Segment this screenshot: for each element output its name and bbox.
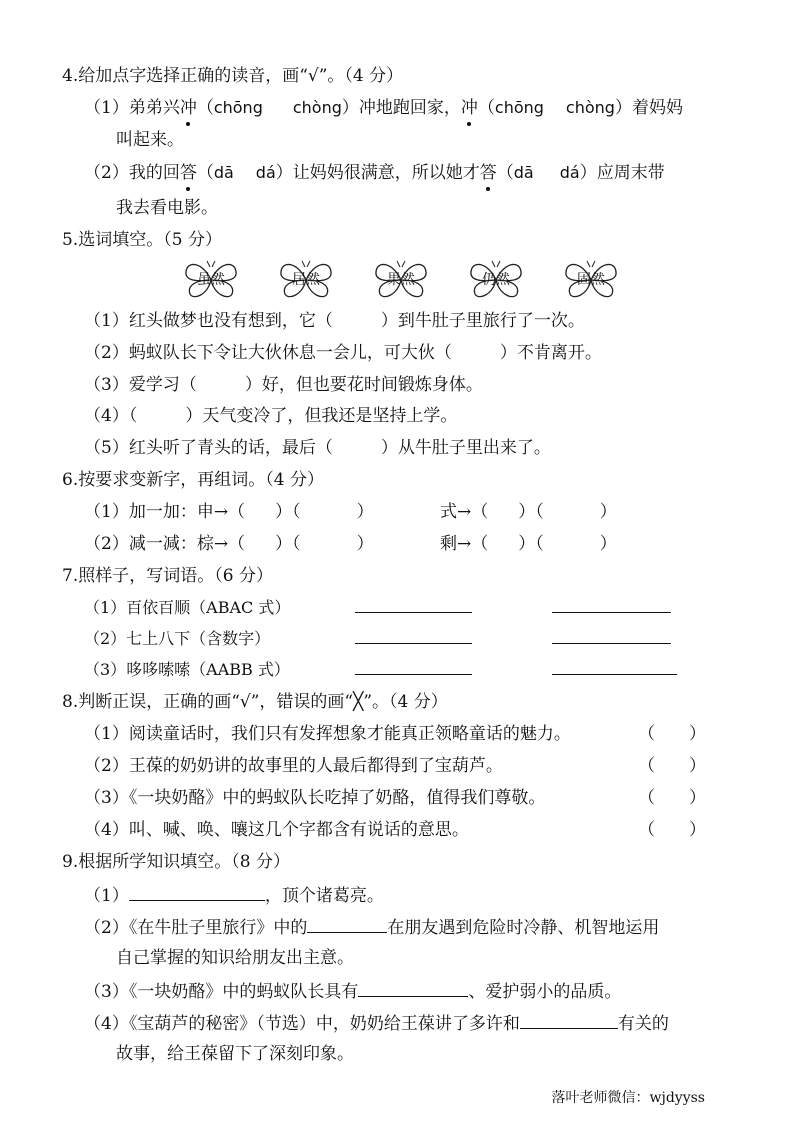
answer-line[interactable] <box>552 674 677 675</box>
q9-title: 9.根据所学知识填空。（8 分） <box>62 852 290 872</box>
q4-title: 4.给加点字选择正确的读音，画“√”。（4 分） <box>62 66 404 86</box>
q5-s1-text-b: ）到牛肚子里旅行了一次。 <box>380 311 585 331</box>
q4-dotted-char-3: 答 <box>179 163 197 183</box>
answer-line[interactable] <box>552 643 671 644</box>
q5-s2-text-b: ）不肯离开。 <box>499 343 602 363</box>
q9-s3-text-a: （3）《一块奶酪》中的蚂蚁队长具有 <box>84 982 359 1002</box>
q6-row2-left <box>84 532 374 556</box>
q4-dotted-char-1: 冲 <box>179 98 197 118</box>
word-bank <box>183 260 623 300</box>
q5-sentence-1 <box>84 309 585 333</box>
q4-line4: 我去看电影。 <box>116 198 218 218</box>
word-option: 虽然 <box>197 272 225 288</box>
q4-l1-text-a: （1）弟弟兴 <box>84 98 180 118</box>
q4-l1-open-paren: （ <box>196 98 214 118</box>
q8-item-3: （3）《一块奶酪》中的蚂蚁队长吃掉了奶酪，值得我们尊敬。 <box>84 788 546 808</box>
q4-pinyin-option[interactable]: dá <box>255 163 276 182</box>
q5-sentence-3 <box>84 373 483 397</box>
q9-s4-text-a: （4）《宝葫芦的秘密》（节选）中，奶奶给王葆讲了多许和 <box>84 1014 520 1034</box>
answer-blank[interactable] <box>358 978 468 997</box>
answer-line[interactable] <box>552 612 671 613</box>
q7-item-1: （1）百依百顺（ABAC 式） <box>84 598 291 617</box>
q4-pinyin-option[interactable]: chòng <box>565 98 615 117</box>
q4-l3-open-paren: （ <box>196 163 214 183</box>
q4-l1-text-e: ）着妈妈 <box>614 98 683 118</box>
q7-item-2: （2）七上八下（含数字） <box>84 629 271 648</box>
answer-blank[interactable] <box>307 914 387 933</box>
answer-line[interactable] <box>355 643 472 644</box>
q6-paren: ）（ <box>518 534 544 554</box>
q9-sentence-2 <box>84 914 659 940</box>
q5-s5-text-a: （5）红头听了青头的话，最后（ <box>84 438 333 458</box>
q4-l3-text-a: （2）我的回 <box>84 163 180 183</box>
q6-paren: ） <box>356 502 374 522</box>
q6-title: 6.按要求变新字，再组词。（4 分） <box>62 470 324 490</box>
q8-item-2: （2）王葆的奶奶讲的故事里的人最后都得到了宝葫芦。 <box>84 756 503 776</box>
q4-l3-text-c: ）让妈妈很满意，所以她才 <box>275 163 480 183</box>
q8-item-1: （1）阅读童话时，我们只有发挥想象才能真正领略童话的魅力。 <box>84 724 571 744</box>
q4-l3-text-e: ）应周末带 <box>579 163 665 183</box>
footer-contact: 落叶老师微信：wjdyyss <box>551 1090 705 1106</box>
word-option: 固然 <box>577 272 605 288</box>
q6-paren: ）（ <box>518 502 544 522</box>
butterfly-word-card <box>278 260 334 300</box>
q8-item-4: （4）叫、喊、唤、嚷这几个字都含有说话的意思。 <box>84 820 469 840</box>
q4-pinyin-option[interactable]: dā <box>513 163 534 182</box>
q4-l3-open-paren-2: （ <box>496 163 514 183</box>
word-option: 果然 <box>387 272 415 288</box>
answer-line[interactable] <box>355 612 472 613</box>
q4-l1-open-paren-2: （ <box>477 98 495 118</box>
q5-sentence-2 <box>84 341 602 365</box>
q6-r2-label: （2）减一减：棕→（ <box>84 534 246 554</box>
q4-pinyin-option[interactable]: chōng <box>494 98 544 117</box>
butterfly-word-card <box>563 260 619 300</box>
butterfly-word-card <box>468 260 524 300</box>
q9-s2-text-b: 在朋友遇到危险时冷静、机智地运用 <box>387 918 660 938</box>
butterfly-word-card <box>183 260 239 300</box>
q6-r2-right-label: 剩→（ <box>440 534 489 554</box>
q4-dotted-char-2: 冲 <box>460 98 478 118</box>
answer-blank[interactable] <box>129 882 265 901</box>
q9-s2-text-a: （2）《在牛肚子里旅行》中的 <box>84 918 308 938</box>
q9-sentence-4 <box>84 1010 669 1036</box>
q6-paren: ）（ <box>275 502 301 522</box>
answer-line[interactable] <box>355 674 472 675</box>
q6-paren: ） <box>356 534 374 554</box>
q4-pinyin-option[interactable]: dā <box>213 163 234 182</box>
q5-s4-text-b: ）天气变冷了，但我还是坚持上学。 <box>185 406 458 426</box>
answer-blank[interactable] <box>520 1010 618 1029</box>
q6-row1-left <box>84 500 374 524</box>
q6-paren: ） <box>599 534 617 554</box>
q9-s1-text-b: ，顶个诸葛亮。 <box>264 886 384 906</box>
q6-paren: ） <box>599 502 617 522</box>
q8-title: 8.判断正误，正确的画“√”，错误的画“╳”。（4 分） <box>62 692 448 712</box>
q5-s1-text-a: （1）红头做梦也没有想到，它（ <box>84 311 333 331</box>
q9-s3-text-b: 、爱护弱小的品质。 <box>468 982 622 1002</box>
q9-s1-text-a: （1） <box>84 886 129 906</box>
word-option: 居然 <box>292 272 320 288</box>
q4-pinyin-option[interactable]: dá <box>559 163 580 182</box>
answer-paren[interactable]: （ ） <box>638 756 706 776</box>
q4-dotted-char-4: 答 <box>479 163 497 183</box>
q9-sentence-3 <box>84 978 621 1004</box>
butterfly-word-card <box>373 260 429 300</box>
q6-r1-right-label: 式→（ <box>440 502 489 522</box>
q9-s4-text-b: 有关的 <box>617 1014 669 1034</box>
q9-sentence-1 <box>84 882 384 908</box>
q4-line3 <box>84 161 665 185</box>
q6-r1-label: （1）加一加：申→（ <box>84 502 246 522</box>
q5-s3-text-a: （3）爱学习（ <box>84 375 197 395</box>
q5-sentence-5 <box>84 436 551 460</box>
q7-title: 7.照样子，写词语。（6 分） <box>62 566 273 586</box>
q9-sentence-2-cont: 自己掌握的知识给朋友出主意。 <box>116 948 354 968</box>
word-option: 仍然 <box>482 272 510 288</box>
q4-pinyin-option[interactable]: chòng <box>292 98 342 117</box>
q7-item-3: （3）哆哆嗦嗦（AABB 式） <box>84 660 290 679</box>
answer-paren[interactable]: （ ） <box>638 788 706 808</box>
q6-paren: ）（ <box>275 534 301 554</box>
q4-pinyin-option[interactable]: chōng <box>213 98 263 117</box>
q4-line1 <box>84 96 683 120</box>
q5-s3-text-b: ）好，但也要花时间锻炼身体。 <box>244 375 483 395</box>
q5-sentence-4 <box>84 404 457 428</box>
q4-l1-text-c: ）冲地跑回家， <box>341 98 461 118</box>
q9-sentence-4-cont: 故事，给王葆留下了深刻印象。 <box>116 1044 354 1064</box>
q6-row2-right <box>440 532 617 556</box>
q6-row1-right <box>440 500 617 524</box>
answer-paren[interactable]: （ ） <box>638 820 706 840</box>
q5-s2-text-a: （2）蚂蚁队长下令让大伙休息一会儿，可大伙（ <box>84 343 452 363</box>
q5-title: 5.选词填空。（5 分） <box>62 230 222 250</box>
q4-line2: 叫起来。 <box>116 130 184 150</box>
answer-paren[interactable]: （ ） <box>638 724 706 744</box>
q5-s4-text-a: （4）（ <box>84 406 138 426</box>
q5-s5-text-b: ）从牛肚子里出来了。 <box>380 438 551 458</box>
